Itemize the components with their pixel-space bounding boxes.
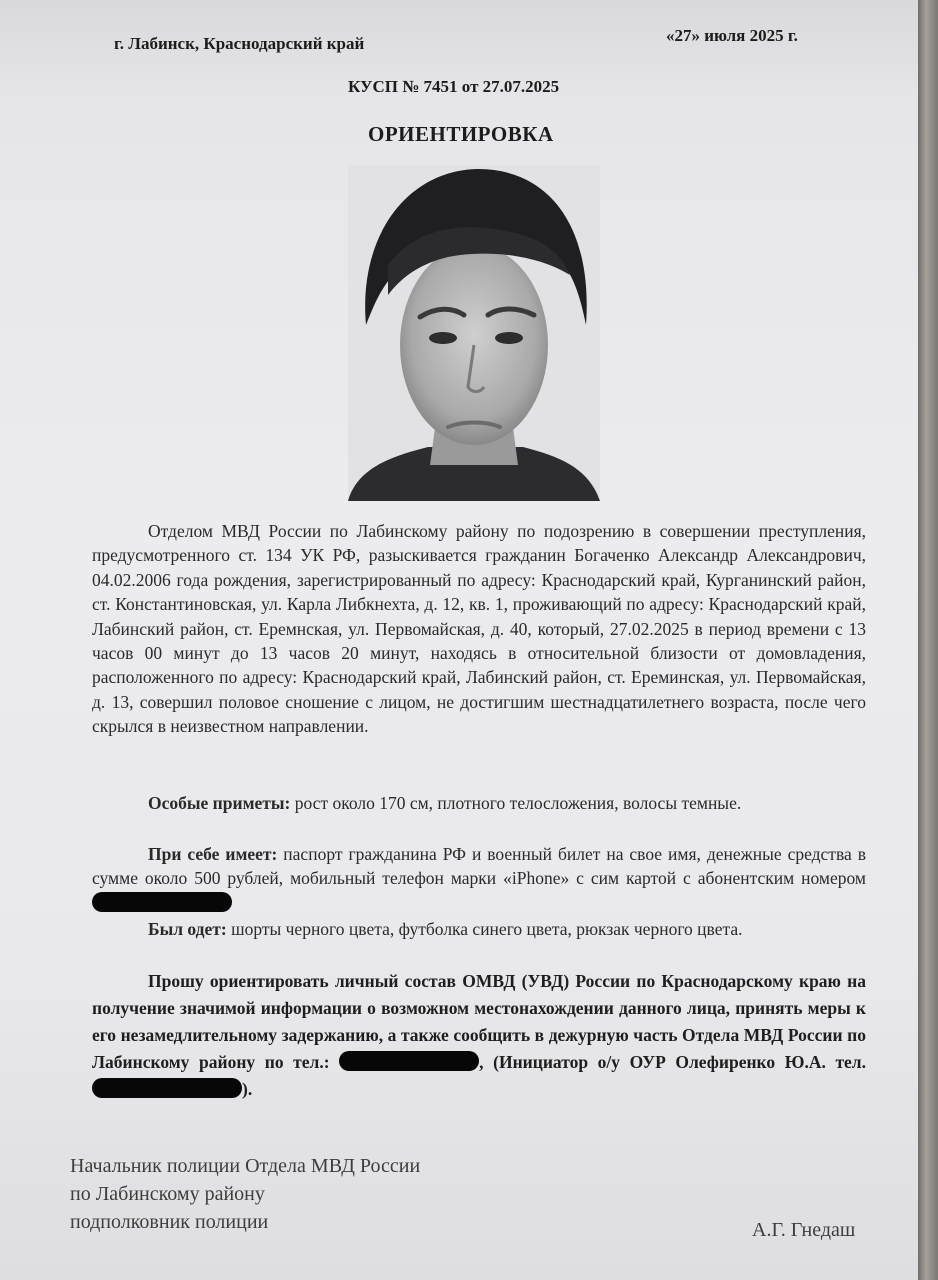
signer-position-line1: Начальник полиции Отдела МВД России	[70, 1155, 421, 1177]
request-closing: ).	[242, 1079, 253, 1099]
clothing-text: шорты черного цвета, футболка синего цвета, рюкзак черного цвета.	[226, 919, 743, 939]
redacted-initiator-phone	[92, 1078, 242, 1098]
belongings-paragraph	[92, 842, 866, 915]
document-title: ОРИЕНТИРОВКА	[368, 122, 554, 146]
belongings-text: паспорт гражданина РФ и военный билет на свое имя, денежные средства в сумме около 500 рублей, мобильный телефон марки «iPhone» с сим картой с абонентским номером	[92, 844, 866, 889]
initiator-text: , (Инициатор о/у ОУР Олефиренко Ю.А. тел.	[479, 1052, 866, 1072]
belongings-label: При себе имеет:	[148, 844, 278, 864]
request-paragraph	[92, 968, 866, 1103]
kusp-number: КУСП № 7451 от 27.07.2025	[348, 77, 560, 96]
signature-block	[70, 1152, 420, 1236]
description-paragraph	[92, 519, 866, 739]
request-text: Прошу ориентировать личный состав ОМВД (УВД) России по Краснодарскому краю на получение значимой информации о возможном местонахождении данного лица, принять меры к его незамедлительному задержанию, а также сообщить в дежурную часть Отдела МВД России по Лабинскому району по тел.:	[92, 971, 866, 1072]
description-text: Отделом МВД России по Лабинскому району по подозрению в совершении преступления, предусмотренного ст. 134 УК РФ, разыскивается гражданин Богаченко Александр Александрович, 04.02.2006 года рождения, зарегистрированный по адресу: Краснодарский край, Курганинский район, ст. Константиновская, ул. Карла Либкнехта, д. 12, кв. 1, проживающий по адресу: Краснодарский край, Лабинский район, ст. Еремнская, ул. Первомайская, д. 40, который, 27.02.2025 в период времени с 13 часов 00 минут до 13 часов 20 минут, находясь в относительной близости от домовладения, расположенного по адресу: Краснодарский край, Лабинский район, ст. Ереминская, ул. Первомайская, д. 13, совершил половое сношение с лицом, не достигшим шестнадцатилетнего возраста, после чего скрылся в неизвестном направлении.	[92, 521, 866, 737]
redacted-phone-number	[92, 892, 232, 912]
redacted-duty-phone	[339, 1051, 479, 1071]
issuing-city: г. Лабинск, Краснодарский край	[114, 34, 365, 53]
person-portrait-icon	[348, 165, 600, 501]
document-date: «27» июля 2025 г.	[666, 26, 798, 45]
features-text: рост около 170 см, плотного телосложения, волосы темные.	[290, 793, 742, 813]
signer-name: А.Г. Гнедаш	[752, 1219, 856, 1241]
signer-position-line2: по Лабинскому району	[70, 1183, 265, 1205]
features-label: Особые приметы:	[148, 793, 291, 813]
clothing-label: Был одет:	[148, 919, 227, 939]
background-edge	[918, 0, 938, 1280]
clothing-paragraph	[92, 917, 866, 941]
signer-rank: подполковник полиции	[70, 1211, 269, 1233]
features-paragraph	[92, 791, 866, 815]
